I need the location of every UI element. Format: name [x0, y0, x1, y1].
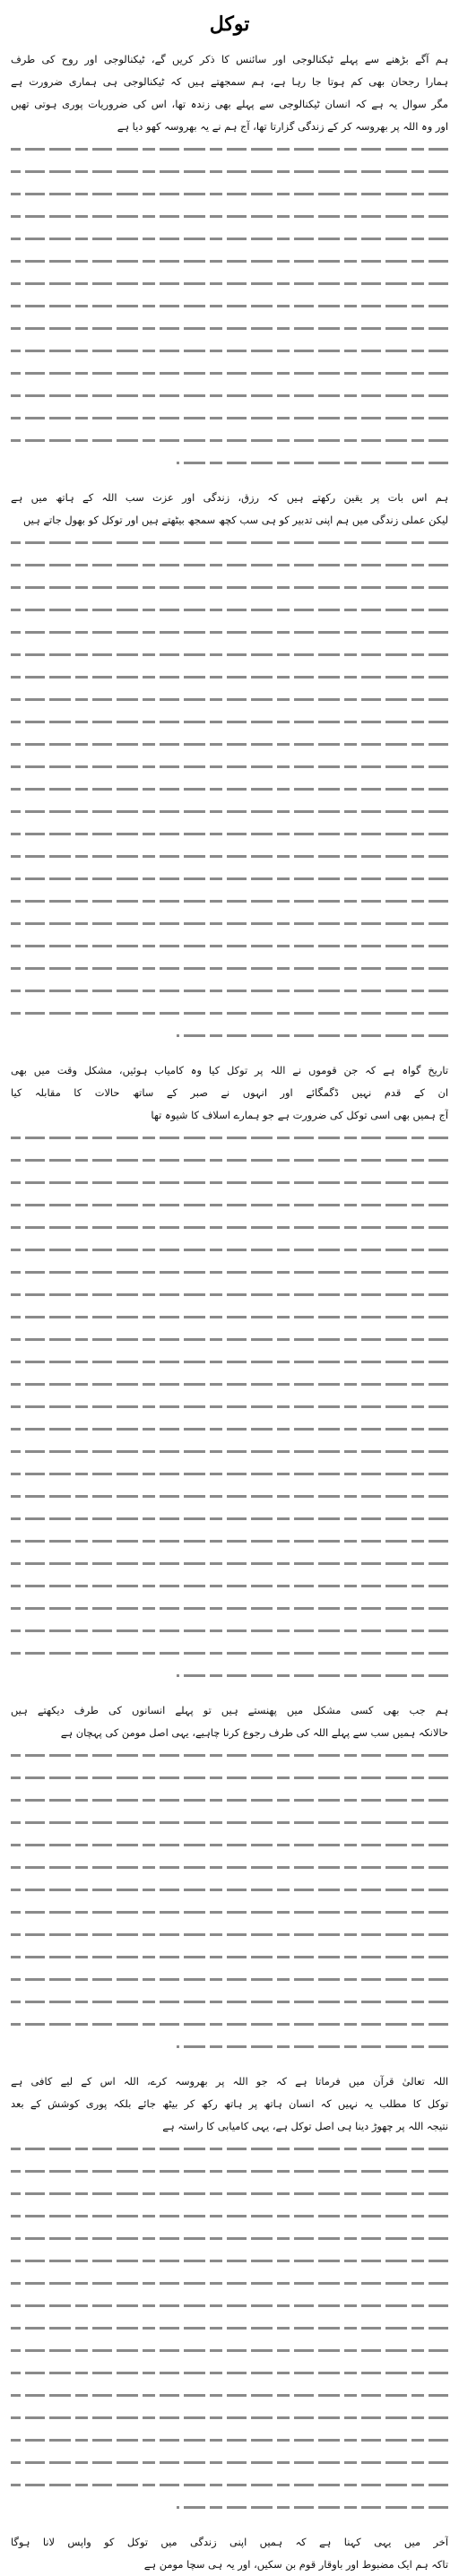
text-line-filler — [11, 317, 448, 340]
text-line-filler — [11, 2362, 448, 2384]
text-line-filler — [11, 205, 448, 228]
text-line-filler — [11, 1485, 448, 1508]
text-line-filler — [11, 1575, 448, 1597]
text-line-filler — [11, 1127, 448, 1149]
text-line-filler — [11, 1149, 448, 1171]
text-line-filler — [11, 1530, 448, 1552]
text-line-filler — [11, 160, 448, 183]
text-line-filler — [11, 1664, 448, 1687]
text-line-filler — [11, 362, 448, 385]
text-line-filler — [11, 2272, 448, 2295]
text-line-filler — [11, 890, 448, 912]
article-paragraph-6 — [11, 2531, 448, 2576]
article-paragraph-5 — [11, 2070, 448, 2519]
text-line-filler — [11, 2339, 448, 2362]
text-line-filler — [11, 845, 448, 868]
article-line: تاریخ گواہ ہے کہ جن قوموں نے اللہ پر توکل کیا وہ کامیاب ہوئیں، مشکل وقت میں بھی — [11, 1064, 448, 1076]
text-line-filler — [11, 1946, 448, 1968]
text-line-filler — [11, 1508, 448, 1530]
text-line-filler — [11, 272, 448, 295]
text-line-filler — [11, 1991, 448, 2013]
text-line-filler — [11, 823, 448, 845]
text-line-filler — [11, 957, 448, 980]
text-line-filler — [11, 1261, 448, 1284]
text-line-filler — [11, 733, 448, 756]
article-line: ہمارا رجحان بھی کم ہوتا جا رہا ہے، ہم سمجھتے ہیں کہ ٹیکنالوجی ہی ہماری ضرورت ہے — [11, 75, 448, 88]
text-line-filler — [11, 1968, 448, 1991]
text-line-filler — [11, 2496, 448, 2519]
text-line-filler — [11, 800, 448, 823]
text-line-filler — [11, 1284, 448, 1306]
text-line-filler — [11, 2013, 448, 2036]
article-line: ہم جب بھی کسی مشکل میں پھنستے ہیں تو پہلے انسانوں کی طرف دیکھتے ہیں — [11, 1704, 448, 1716]
article-line: اور وہ اللہ پر بھروسہ کر کے زندگی گزارتا تھا، آج ہم نے یہ بھروسہ کھو دیا ہے — [117, 120, 448, 133]
text-line-filler — [11, 2250, 448, 2272]
article-line: ان کے قدم نہیں ڈگمگائے اور انہوں نے صبر کے ساتھ حالات کا مقابلہ کیا — [11, 1086, 448, 1099]
text-line-filler — [11, 1923, 448, 1946]
text-line-filler — [11, 429, 448, 452]
text-line-filler — [11, 1901, 448, 1923]
text-line-filler — [11, 1597, 448, 1620]
text-line-filler — [11, 599, 448, 621]
text-line-filler — [11, 2451, 448, 2474]
text-line-filler — [11, 340, 448, 362]
text-line-filler — [11, 1440, 448, 1463]
article-line: آخر میں یہی کہنا ہے کہ ہمیں اپنی زندگی میں توکل کو واپس لانا ہوگا — [11, 2536, 448, 2548]
text-line-filler — [11, 1811, 448, 1834]
article-line: مگر سوال یہ ہے کہ انسان ٹیکنالوجی سے پہلے بھی زندہ تھا، اس کی ضروریات پوری ہوتی تھیں — [11, 98, 448, 110]
text-line-filler — [11, 2205, 448, 2227]
text-line-filler — [11, 2407, 448, 2429]
text-line-filler — [11, 1620, 448, 1642]
text-line-filler — [11, 2317, 448, 2339]
text-line-filler — [11, 554, 448, 576]
text-line-filler — [11, 1552, 448, 1575]
text-line-filler — [11, 1789, 448, 1811]
text-line-filler — [11, 1834, 448, 1856]
text-line-filler — [11, 532, 448, 554]
text-line-filler — [11, 621, 448, 644]
text-line-filler — [11, 1306, 448, 1328]
text-line-filler — [11, 1642, 448, 1664]
article-line: آج ہمیں بھی اسی توکل کی ضرورت ہے جو ہمارے اسلاف کا شیوہ تھا — [151, 1109, 448, 1121]
text-line-filler — [11, 778, 448, 800]
article-paragraph-3 — [11, 1059, 448, 1687]
article-paragraph-1 — [11, 48, 448, 474]
text-line-filler — [11, 1171, 448, 1194]
text-line-filler — [11, 980, 448, 1002]
text-line-filler — [11, 2160, 448, 2183]
text-line-filler — [11, 1239, 448, 1261]
article-line: ہم آگے بڑھنے سے پہلے ٹیکنالوجی اور سائنس کا ذکر کریں گے، ٹیکنالوجی اور روح کی طرف — [11, 53, 448, 65]
text-line-filler — [11, 576, 448, 599]
text-line-filler — [11, 2227, 448, 2250]
text-line-filler — [11, 1856, 448, 1879]
text-line-filler — [11, 756, 448, 778]
text-line-filler — [11, 868, 448, 890]
text-line-filler — [11, 452, 448, 474]
text-line-filler — [11, 183, 448, 205]
article-paragraph-4 — [11, 1699, 448, 2058]
article-line: لیکن عملی زندگی میں ہم اپنی تدبیر کو ہی سب کچھ سمجھ بیٹھتے ہیں اور توکل کو بھول جاتے ہیں — [23, 514, 448, 526]
article-line: حالانکہ ہمیں سب سے پہلے اللہ کی طرف رجوع کرنا چاہیے، یہی اصل مومن کی پہچان ہے — [60, 1726, 448, 1739]
article-line: نتیجہ اللہ پر چھوڑ دینا ہی اصل توکل ہے، یہی کامیابی کا راستہ ہے — [162, 2120, 448, 2132]
text-line-filler — [11, 1767, 448, 1789]
text-line-filler — [11, 1396, 448, 1418]
text-line-filler — [11, 1463, 448, 1485]
article-line: اللہ تعالیٰ قرآن میں فرماتا ہے کہ جو اللہ پر بھروسہ کرے، اللہ اس کے لیے کافی ہے — [11, 2075, 448, 2088]
text-line-filler — [11, 407, 448, 429]
text-line-filler — [11, 688, 448, 711]
text-line-filler — [11, 2183, 448, 2205]
text-line-filler — [11, 1194, 448, 1216]
text-line-filler — [11, 711, 448, 733]
text-line-filler — [11, 666, 448, 688]
text-line-filler — [11, 1373, 448, 1396]
text-line-filler — [11, 2295, 448, 2317]
text-line-filler — [11, 912, 448, 935]
text-line-filler — [11, 2138, 448, 2160]
text-line-filler — [11, 2036, 448, 2058]
text-line-filler — [11, 1328, 448, 1351]
article-title: توکل — [209, 13, 250, 36]
text-line-filler — [11, 2384, 448, 2407]
article-line: ہم اس بات پر یقین رکھتے ہیں کہ رزق، زندگی اور عزت سب اللہ کے ہاتھ میں ہے — [11, 491, 448, 504]
text-line-filler — [11, 295, 448, 317]
text-line-filler — [11, 1024, 448, 1047]
text-line-filler — [11, 935, 448, 957]
text-line-filler — [11, 385, 448, 407]
text-line-filler — [11, 1418, 448, 1440]
text-line-filler — [11, 1879, 448, 1901]
text-line-filler — [11, 228, 448, 250]
text-line-filler — [11, 250, 448, 272]
text-line-filler — [11, 1351, 448, 1373]
text-line-filler — [11, 2429, 448, 2451]
article-line: توکل کا مطلب یہ نہیں کہ انسان ہاتھ پر ہاتھ رکھ کر بیٹھ جائے بلکہ پوری کوشش کے بعد — [11, 2097, 448, 2110]
text-line-filler — [11, 644, 448, 666]
article-line: تاکہ ہم ایک مضبوط اور باوقار قوم بن سکیں، اور یہ ہی سچا مومن ہے — [143, 2558, 448, 2571]
text-line-filler — [11, 1744, 448, 1767]
text-line-filler — [11, 1002, 448, 1024]
text-line-filler — [11, 2474, 448, 2496]
text-line-filler — [11, 1216, 448, 1239]
text-line-filler — [11, 138, 448, 160]
article-paragraph-2 — [11, 487, 448, 1047]
